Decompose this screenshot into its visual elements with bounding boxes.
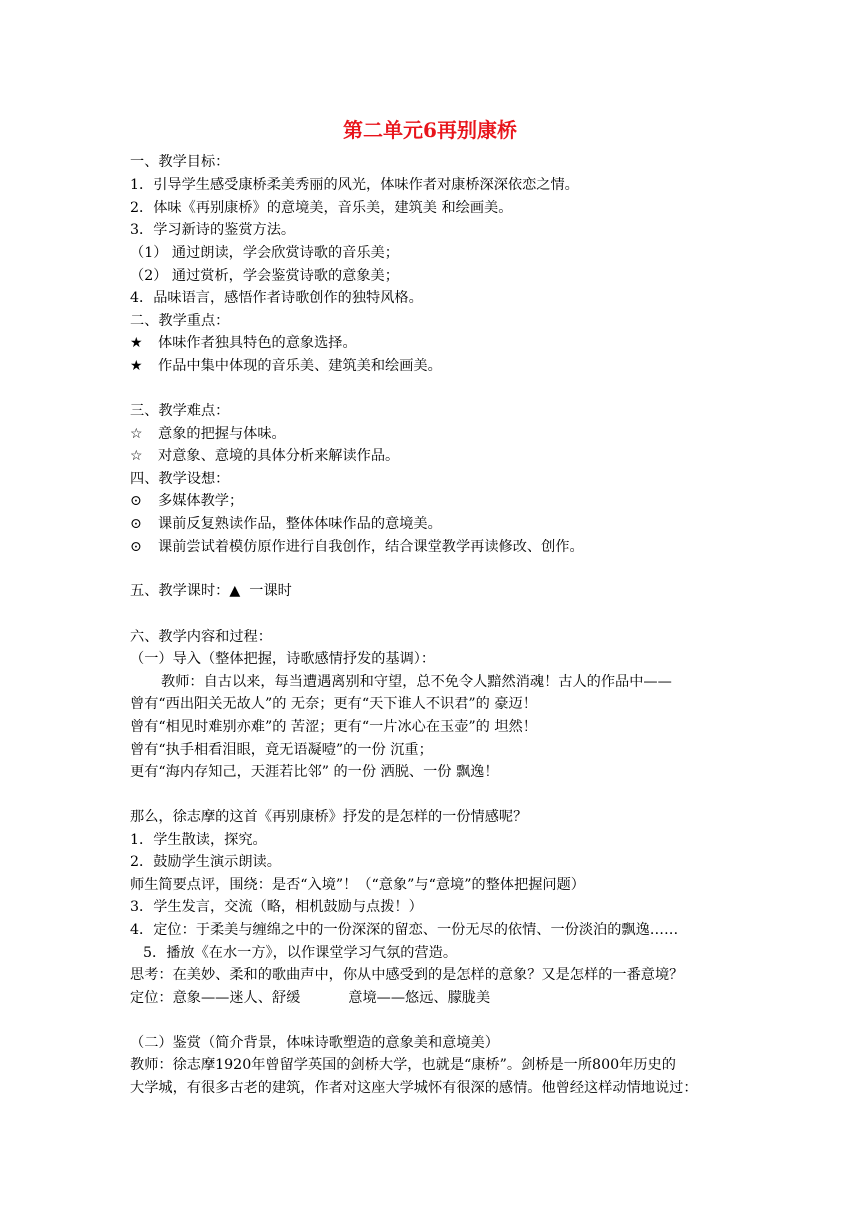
black-star-icon: ★ (130, 335, 143, 351)
positioning-mood: 意境——悠远、朦胧美 (348, 990, 491, 1006)
design-2 (130, 514, 442, 534)
subsection-appreciation: （二）鉴赏（简介背景，体味诗歌塑造的意象美和意境美） (130, 1035, 499, 1051)
difficulty-2-text: 对意象、意境的具体分析来解读作品。 (158, 448, 400, 464)
objective-4: 4．品味语言，感悟作者诗歌创作的独特风格。 (130, 290, 423, 306)
design-3 (130, 537, 584, 557)
step-1: 1．学生散读，探究。 (130, 832, 267, 848)
quote-line-1: 曾有“西出阳关无故人”的 无奈；更有“天下谁人不识君”的 豪迈！ (130, 696, 537, 712)
teacher-background-1: 教师：徐志摩1920年曾留学英国的剑桥大学，也就是“康桥”。剑桥是一所800年历史的 (130, 1057, 676, 1073)
difficulty-1 (130, 424, 286, 444)
objective-3-2: （2） 通过赏析，学会鉴赏诗歌的意象美； (130, 268, 399, 284)
step-4: 4．定位：于柔美与缠绵之中的一份深深的留恋、一份无尽的依情、一份淡泊的飘逸…… (130, 922, 679, 938)
white-star-icon: ☆ (130, 426, 143, 442)
key-point-1 (130, 333, 357, 353)
section-heading-difficulties: 三、教学难点： (130, 403, 230, 419)
section-heading-design: 四、教学设想： (130, 471, 230, 487)
circle-dot-icon: ⊙ (130, 539, 142, 555)
objective-3-1: （1） 通过朗读，学会欣赏诗歌的音乐美； (130, 245, 399, 261)
periods-value: 一课时 (249, 583, 292, 599)
circle-dot-icon: ⊙ (130, 493, 142, 509)
step-5: 5．播放《在水一方》，以作课堂学习气氛的营造。 (143, 945, 458, 961)
periods-label: 五、教学课时： (130, 583, 230, 599)
document-title: 第二单元6再别康桥 (343, 118, 517, 142)
teacher-background-2: 大学城，有很多古老的建筑，作者对这座大学城怀有很深的感情。他曾经这样动情地说过： (130, 1080, 698, 1096)
design-3-text: 课前尝试着模仿原作进行自我创作，结合课堂教学再读修改、创作。 (158, 539, 584, 555)
positioning-image: 定位：意象——迷人、舒缓 (130, 990, 301, 1006)
difficulty-2 (130, 446, 399, 466)
difficulty-1-text: 意象的把握与体味。 (158, 426, 286, 442)
step-3: 3．学生发言，交流（略，相机鼓励与点拨！） (130, 899, 423, 915)
subsection-intro: （一）导入（整体把握，诗歌感情抒发的基调）： (130, 651, 436, 667)
triangle-icon: ▲ (229, 583, 241, 599)
section-heading-key-points: 二、教学重点： (130, 313, 230, 329)
key-point-1-text: 体味作者独具特色的意象选择。 (158, 335, 357, 351)
quote-line-2: 曾有“相见时难别亦难”的 苦涩；更有“一片冰心在玉壶”的 坦然！ (130, 719, 537, 735)
white-star-icon: ☆ (130, 448, 143, 464)
objective-2: 2．体味《再别康桥》的意境美，音乐美，建筑美 和绘画美。 (130, 200, 513, 216)
thinking-question: 思考：在美妙、柔和的歌曲声中，你从中感受到的是怎样的意象？又是怎样的一番意境？ (130, 967, 684, 983)
section-heading-content: 六、教学内容和过程： (130, 629, 272, 645)
design-1-text: 多媒体教学； (158, 493, 244, 509)
objective-1: 1．引导学生感受康桥柔美秀丽的风光，体味作者对康桥深深依恋之情。 (130, 177, 579, 193)
question-emotion: 那么，徐志摩的这首《再别康桥》抒发的是怎样的一份情感呢？ (130, 809, 528, 825)
design-1 (130, 491, 243, 511)
review-note: 师生简要点评，围绕：是否“入境”！（“意象”与“意境”的整体把握问题） (130, 877, 585, 893)
circle-dot-icon: ⊙ (130, 516, 142, 532)
key-point-2 (130, 356, 442, 376)
design-2-text: 课前反复熟读作品，整体体味作品的意境美。 (158, 516, 442, 532)
black-star-icon: ★ (130, 358, 143, 374)
section-heading-periods (130, 581, 292, 601)
teacher-intro: 教师：自古以来，每当遭遇离别和守望，总不免令人黯然消魂！古人的作品中—— (161, 674, 672, 690)
section-heading-objectives: 一、教学目标： (130, 154, 230, 170)
quote-line-3: 曾有“执手相看泪眼，竟无语凝噎”的一份 沉重； (130, 742, 433, 758)
objective-3: 3．学习新诗的鉴赏方法。 (130, 222, 296, 238)
quote-line-4: 更有“海内存知己，天涯若比邻” 的一份 洒脱、一份 飘逸！ (130, 764, 499, 780)
key-point-2-text: 作品中集中体现的音乐美、建筑美和绘画美。 (158, 358, 442, 374)
step-2: 2．鼓励学生演示朗读。 (130, 854, 281, 870)
positioning-line (130, 988, 490, 1008)
